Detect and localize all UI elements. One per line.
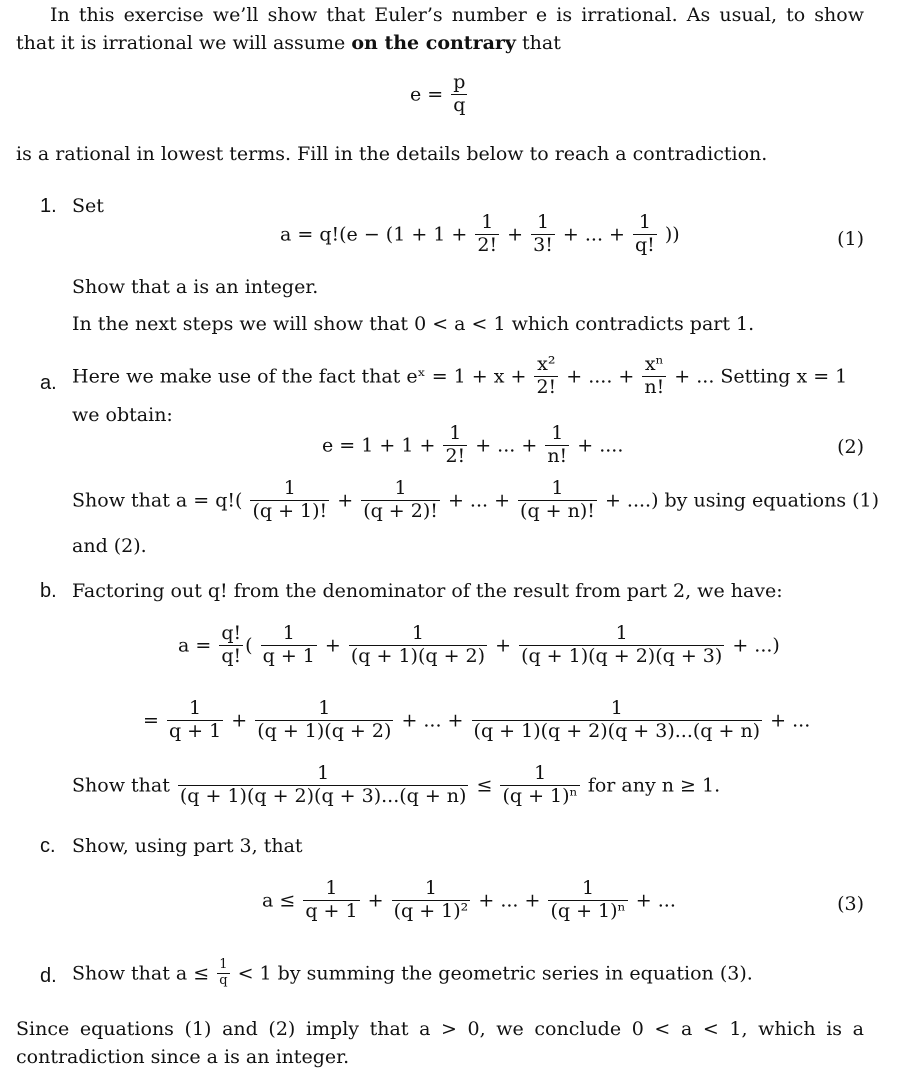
conclusion-line-2: contradiction since a is an integer.: [16, 1046, 350, 1068]
equation-1-number: (1): [837, 228, 864, 250]
item-d-marker: d.: [40, 965, 57, 987]
item-b-show: Show that $\frac{1}{(q + 1)(q + 2)(q + 3)...(q + n)}$ ≤ $\frac{1}{\text{(q + 1)ⁿ}}$ for any n ≥ 1.: [72, 762, 721, 807]
item-c-text: Show, using part 3, that: [72, 835, 303, 857]
conclusion-line-1: Since equations (1) and (2) imply that a > 0, we conclude 0 < a < 1, which is a: [16, 1018, 864, 1040]
equation-3: a ≤ $\frac{1}{q + 1}$ + $\frac{1}{\text{(q + 1)²}}$ + ... + $\frac{1}{\text{(q + 1)ⁿ}}$ + ...: [262, 877, 676, 922]
equation-e-pq: e = $\frac{p}{q}$: [410, 71, 466, 116]
intro-line-3: is a rational in lowest terms. Fill in the details below to reach a contradiction.: [16, 143, 768, 165]
equation-2: e = 1 + 1 + $\frac{1}{2!}$ + ... + $\frac{1}{n!}$ + ....: [322, 422, 624, 467]
item-1-show: Show that a is an integer.: [72, 276, 319, 298]
item-a-show: Show that a = q!( $\frac{1}{(q + 1)!}$ + $\frac{1}{(q + 2)!}$ + ... + $\frac{1}{(q + n)!}$ + ....) by using equations (1): [72, 477, 880, 522]
item-b-row-2: = $\frac{1}{q + 1}$ + $\frac{1}{(q + 1)(q + 2)}$ + ... + $\frac{1}{(q + 1)(q + 2)(q + 3)...(q + n)}$ + ...: [143, 697, 811, 742]
item-1-marker: 1.: [40, 195, 57, 217]
item-a-marker: a.: [40, 372, 57, 394]
item-b-text: Factoring out q! from the denominator of the result from part 2, we have:: [72, 580, 783, 602]
intro-line-2: that it is irrational we will assume on the contrary that: [16, 32, 561, 54]
item-d-text: Show that a ≤ $\frac{1}{q}$ < 1 by summing the geometric series in equation (3).: [72, 957, 753, 988]
item-c-marker: c.: [40, 835, 56, 857]
item-a-obtain: we obtain:: [72, 404, 173, 426]
intro-line-1: In this exercise we’ll show that Euler’s number e is irrational. As usual, to show: [50, 4, 864, 26]
item-b-marker: b.: [40, 580, 57, 602]
equation-3-number: (3): [837, 893, 864, 915]
item-1-set: Set: [72, 195, 104, 217]
item-a-show-end: and (2).: [72, 535, 147, 557]
equation-2-number: (2): [837, 436, 864, 458]
item-1-next: In the next steps we will show that 0 < a < 1 which contradicts part 1.: [72, 313, 755, 335]
item-b-row-1: a = $\frac{q!}{q!}$ ( $\frac{1}{q + 1}$ + $\frac{1}{(q + 1)(q + 2)}$ + $\frac{1}{(q + 1)(q + 2)(q + 3)}$ + ...): [178, 622, 780, 667]
contrary-bold: on the contrary: [351, 32, 516, 54]
item-a-line-1: Here we make use of the fact that eˣ = 1 + x + $\frac{\text{x²}}{2!}$ + .... + $\frac{\text{xⁿ}}{n!}$ + ... Setting x = 1: [72, 353, 848, 398]
equation-1: a = q!(e − (1 + 1 + $\frac{1}{2!}$ + $\frac{1}{3!}$ + ... + $\frac{1}{q!}$ )): [280, 211, 680, 256]
